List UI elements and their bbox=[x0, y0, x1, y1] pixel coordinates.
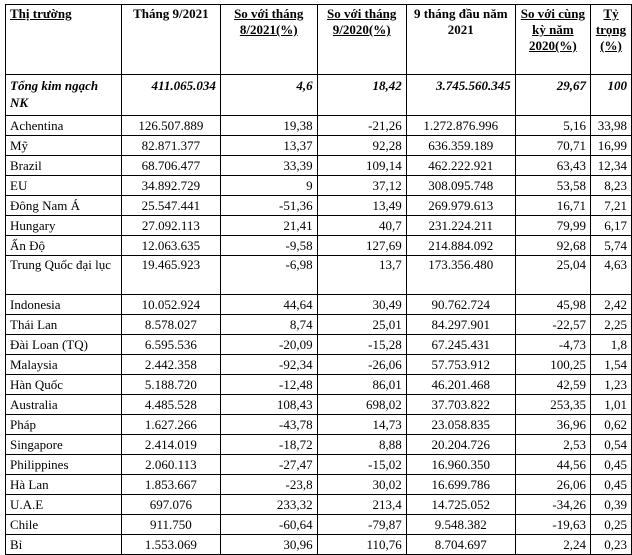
table-cell: 4.485.528 bbox=[121, 395, 220, 415]
table-cell: 308.095.748 bbox=[406, 176, 515, 196]
table-cell: 29,67 bbox=[515, 75, 590, 116]
table-cell: -21,26 bbox=[317, 116, 406, 136]
table-cell: Tổng kim ngạch NK bbox=[6, 75, 122, 116]
table-cell: -92,34 bbox=[220, 355, 317, 375]
table-cell: 25,04 bbox=[515, 256, 590, 295]
table-cell: 8,74 bbox=[220, 315, 317, 335]
table-cell: 5,16 bbox=[515, 116, 590, 136]
market-name-cell: Hàn Quốc bbox=[6, 375, 122, 395]
table-cell: 1.553.069 bbox=[121, 535, 220, 555]
table-row bbox=[6, 415, 632, 435]
table-row bbox=[6, 355, 632, 375]
table-cell: 25.547.441 bbox=[121, 196, 220, 216]
table-cell: 698,02 bbox=[317, 395, 406, 415]
table-cell: -27,47 bbox=[220, 455, 317, 475]
table-cell: 20.204.726 bbox=[406, 435, 515, 455]
table-row bbox=[6, 495, 632, 515]
table-cell: 40,7 bbox=[317, 216, 406, 236]
table-cell: 1,8 bbox=[591, 335, 632, 355]
market-name-cell: Thái Lan bbox=[6, 315, 122, 335]
market-name-cell: Philippines bbox=[6, 455, 122, 475]
table-cell: 10.052.924 bbox=[121, 295, 220, 315]
table-cell: 26,06 bbox=[515, 475, 590, 495]
market-name-cell: Mỹ bbox=[6, 136, 122, 156]
market-name-cell: Đông Nam Á bbox=[6, 196, 122, 216]
table-cell: 16.699.786 bbox=[406, 475, 515, 495]
table-cell: 462.222.921 bbox=[406, 156, 515, 176]
table-cell: -22,57 bbox=[515, 315, 590, 335]
table-row bbox=[6, 375, 632, 395]
table-cell: -15,02 bbox=[317, 455, 406, 475]
table-cell: 1,54 bbox=[591, 355, 632, 375]
table-cell: 16,99 bbox=[591, 136, 632, 156]
table-cell: 84.297.901 bbox=[406, 315, 515, 335]
market-name-cell: Trung Quốc đại lục bbox=[6, 256, 122, 295]
table-cell: -9,58 bbox=[220, 236, 317, 256]
table-cell: -19,63 bbox=[515, 515, 590, 535]
table-cell: -18,72 bbox=[220, 435, 317, 455]
table-cell: 3.745.560.345 bbox=[406, 75, 515, 116]
market-name-cell: Hungary bbox=[6, 216, 122, 236]
table-cell: 14.725.052 bbox=[406, 495, 515, 515]
table-row bbox=[6, 156, 632, 176]
table-cell: 19,38 bbox=[220, 116, 317, 136]
market-name-cell: Brazil bbox=[6, 156, 122, 176]
table-cell: 8,23 bbox=[591, 176, 632, 196]
market-name-cell: U.A.E bbox=[6, 495, 122, 515]
table-cell: 214.884.092 bbox=[406, 236, 515, 256]
header-nine-months: 9 tháng đầu năm 2021 bbox=[406, 5, 515, 75]
table-cell: -43,78 bbox=[220, 415, 317, 435]
header-share: Tỷ trọng (%) bbox=[591, 5, 632, 75]
table-cell: -79,87 bbox=[317, 515, 406, 535]
import-market-table bbox=[5, 4, 632, 555]
table-cell: 636.359.189 bbox=[406, 136, 515, 156]
market-name-cell: Australia bbox=[6, 395, 122, 415]
table-row bbox=[6, 335, 632, 355]
table-cell: 108,43 bbox=[220, 395, 317, 415]
table-cell: 13,7 bbox=[317, 256, 406, 295]
table-row bbox=[6, 216, 632, 236]
table-cell: 4,63 bbox=[591, 256, 632, 295]
table-cell: 37,12 bbox=[317, 176, 406, 196]
header-row bbox=[6, 5, 632, 75]
table-row bbox=[6, 116, 632, 136]
table-cell: 42,59 bbox=[515, 375, 590, 395]
table-cell: 173.356.480 bbox=[406, 256, 515, 295]
table-cell: 16,71 bbox=[515, 196, 590, 216]
table-cell: -23,8 bbox=[220, 475, 317, 495]
table-cell: 44,64 bbox=[220, 295, 317, 315]
table-cell: 30,02 bbox=[317, 475, 406, 495]
table-cell: 4,6 bbox=[220, 75, 317, 116]
table-cell: 9.548.382 bbox=[406, 515, 515, 535]
table-cell: 911.750 bbox=[121, 515, 220, 535]
table-cell: 14,73 bbox=[317, 415, 406, 435]
table-cell: 57.753.912 bbox=[406, 355, 515, 375]
table-row bbox=[6, 435, 632, 455]
table-cell: 269.979.613 bbox=[406, 196, 515, 216]
table-cell: 2,25 bbox=[591, 315, 632, 335]
table-cell: 16.960.350 bbox=[406, 455, 515, 475]
table-cell: 110,76 bbox=[317, 535, 406, 555]
market-name-cell: EU bbox=[6, 176, 122, 196]
header-vs-prev-month: So với tháng 8/2021(%) bbox=[220, 5, 317, 75]
table-cell: 100 bbox=[591, 75, 632, 116]
table-cell: 0,39 bbox=[591, 495, 632, 515]
table-cell: 70,71 bbox=[515, 136, 590, 156]
table-cell: 5,74 bbox=[591, 236, 632, 256]
table-cell: 1.853.667 bbox=[121, 475, 220, 495]
table-cell: 23.058.835 bbox=[406, 415, 515, 435]
table-cell: -20,09 bbox=[220, 335, 317, 355]
table-cell: 90.762.724 bbox=[406, 295, 515, 315]
table-cell: 2,24 bbox=[515, 535, 590, 555]
table-cell: 2.060.113 bbox=[121, 455, 220, 475]
table-cell: -34,26 bbox=[515, 495, 590, 515]
table-cell: 33,39 bbox=[220, 156, 317, 176]
table-cell: 82.871.377 bbox=[121, 136, 220, 156]
table-cell: 109,14 bbox=[317, 156, 406, 176]
table-cell: 2.442.358 bbox=[121, 355, 220, 375]
table-cell: 231.224.211 bbox=[406, 216, 515, 236]
table-cell: 100,25 bbox=[515, 355, 590, 375]
table-cell: 253,35 bbox=[515, 395, 590, 415]
table-cell: 92,28 bbox=[317, 136, 406, 156]
table-cell: 33,98 bbox=[591, 116, 632, 136]
table-cell: 79,99 bbox=[515, 216, 590, 236]
table-cell: 63,43 bbox=[515, 156, 590, 176]
table-cell: 34.892.729 bbox=[121, 176, 220, 196]
market-name-cell: Hà Lan bbox=[6, 475, 122, 495]
table-row bbox=[6, 315, 632, 335]
table-row bbox=[6, 475, 632, 495]
table-cell: 2,42 bbox=[591, 295, 632, 315]
table-cell: 36,96 bbox=[515, 415, 590, 435]
table-cell: 126.507.889 bbox=[121, 116, 220, 136]
table-cell: -51,36 bbox=[220, 196, 317, 216]
table-row bbox=[6, 236, 632, 256]
table-cell: 37.703.822 bbox=[406, 395, 515, 415]
table-cell: -26,06 bbox=[317, 355, 406, 375]
table-cell: 1,23 bbox=[591, 375, 632, 395]
table-row bbox=[6, 295, 632, 315]
table-cell: -15,28 bbox=[317, 335, 406, 355]
table-cell: 12,34 bbox=[591, 156, 632, 176]
table-cell: 19.465.923 bbox=[121, 256, 220, 295]
table-cell: 86,01 bbox=[317, 375, 406, 395]
market-name-cell: Bỉ bbox=[6, 535, 122, 555]
table-cell: 5.188.720 bbox=[121, 375, 220, 395]
table-row bbox=[6, 256, 632, 295]
table-cell: 18,42 bbox=[317, 75, 406, 116]
market-name-cell: Singapore bbox=[6, 435, 122, 455]
table-row bbox=[6, 535, 632, 555]
table-cell: 127,69 bbox=[317, 236, 406, 256]
market-name-cell: Indonesia bbox=[6, 295, 122, 315]
table-cell: 1.627.266 bbox=[121, 415, 220, 435]
table-cell: 44,56 bbox=[515, 455, 590, 475]
header-market: Thị trường bbox=[6, 5, 122, 75]
table-cell: 0,62 bbox=[591, 415, 632, 435]
table-cell: 1.272.876.996 bbox=[406, 116, 515, 136]
table-cell: 12.063.635 bbox=[121, 236, 220, 256]
table-cell: 53,58 bbox=[515, 176, 590, 196]
table-cell: 697.076 bbox=[121, 495, 220, 515]
table-row bbox=[6, 196, 632, 216]
table-cell: 6.595.536 bbox=[121, 335, 220, 355]
table-cell: 0,25 bbox=[591, 515, 632, 535]
table-row bbox=[6, 136, 632, 156]
table-row bbox=[6, 395, 632, 415]
table-cell: 8,88 bbox=[317, 435, 406, 455]
market-name-cell: Ấn Độ bbox=[6, 236, 122, 256]
table-cell: 6,17 bbox=[591, 216, 632, 236]
table-cell: -12,48 bbox=[220, 375, 317, 395]
table-cell: 7,21 bbox=[591, 196, 632, 216]
header-month: Tháng 9/2021 bbox=[121, 5, 220, 75]
total-row bbox=[6, 75, 632, 116]
market-name-cell: Pháp bbox=[6, 415, 122, 435]
table-cell: -4,73 bbox=[515, 335, 590, 355]
table-cell: 30,96 bbox=[220, 535, 317, 555]
table-cell: 0,23 bbox=[591, 535, 632, 555]
table-cell: 27.092.113 bbox=[121, 216, 220, 236]
table-cell: 21,41 bbox=[220, 216, 317, 236]
table-row bbox=[6, 176, 632, 196]
table-cell: 45,98 bbox=[515, 295, 590, 315]
table-cell: 46.201.468 bbox=[406, 375, 515, 395]
table-cell: 2,53 bbox=[515, 435, 590, 455]
table-cell: 2.414.019 bbox=[121, 435, 220, 455]
table-cell: 25,01 bbox=[317, 315, 406, 335]
table-cell: 68.706.477 bbox=[121, 156, 220, 176]
table-cell: -60,64 bbox=[220, 515, 317, 535]
table-cell: 67.245.431 bbox=[406, 335, 515, 355]
table-cell: 8.578.027 bbox=[121, 315, 220, 335]
market-name-cell: Đài Loan (TQ) bbox=[6, 335, 122, 355]
table-row bbox=[6, 455, 632, 475]
table-cell: -6,98 bbox=[220, 256, 317, 295]
market-name-cell: Chile bbox=[6, 515, 122, 535]
table-cell: 9 bbox=[220, 176, 317, 196]
table-cell: 8.704.697 bbox=[406, 535, 515, 555]
table-cell: 233,32 bbox=[220, 495, 317, 515]
table-cell: 13,37 bbox=[220, 136, 317, 156]
table-row bbox=[6, 515, 632, 535]
table-cell: 0,54 bbox=[591, 435, 632, 455]
table-cell: 1,01 bbox=[591, 395, 632, 415]
table-cell: 0,45 bbox=[591, 475, 632, 495]
market-name-cell: Malaysia bbox=[6, 355, 122, 375]
table-cell: 411.065.034 bbox=[121, 75, 220, 116]
table-cell: 92,68 bbox=[515, 236, 590, 256]
table-cell: 0,45 bbox=[591, 455, 632, 475]
table-cell: 13,49 bbox=[317, 196, 406, 216]
market-name-cell: Achentina bbox=[6, 116, 122, 136]
table-cell: 30,49 bbox=[317, 295, 406, 315]
table-cell: 213,4 bbox=[317, 495, 406, 515]
header-vs-same-month: So với tháng 9/2020(%) bbox=[317, 5, 406, 75]
header-vs-same-period: So với cùng kỳ năm 2020(%) bbox=[515, 5, 590, 75]
